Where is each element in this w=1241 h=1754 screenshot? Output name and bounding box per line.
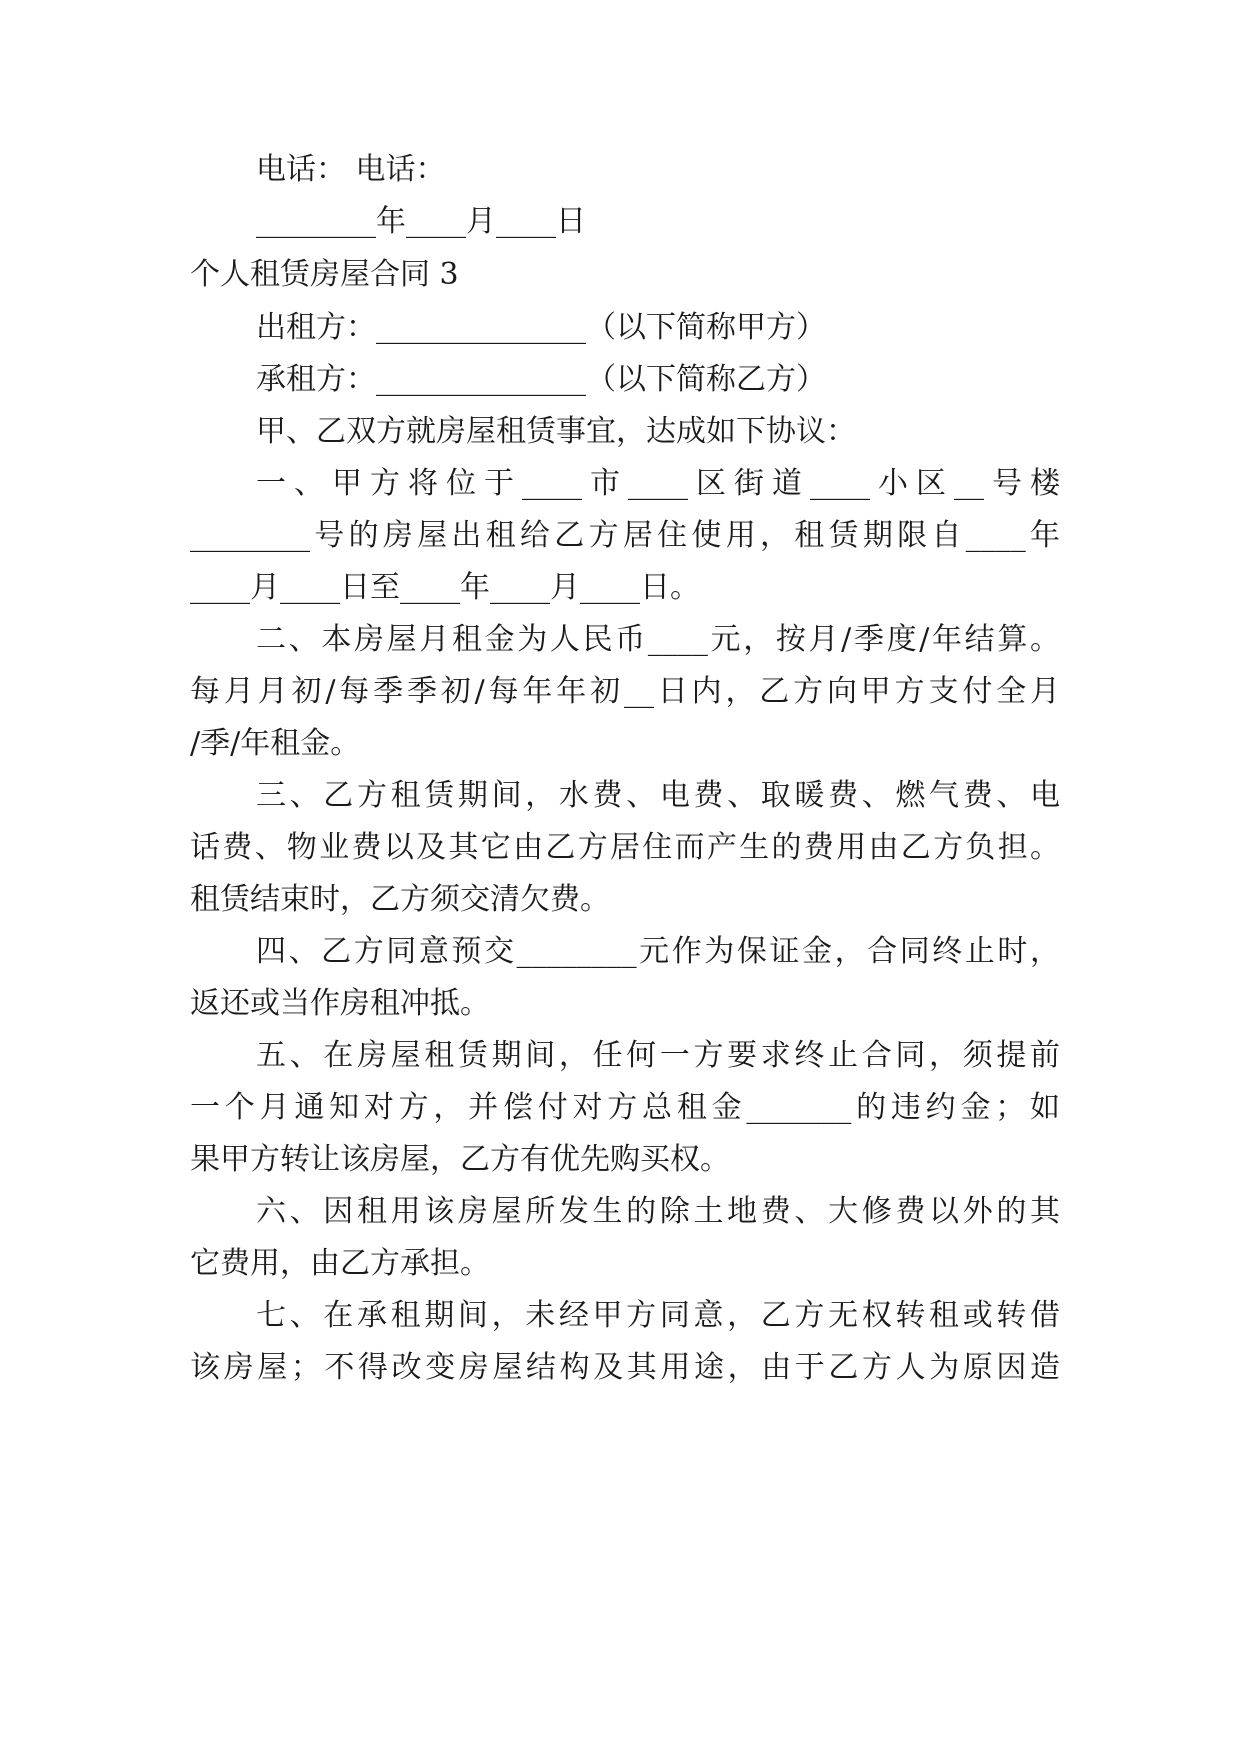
intro-line: 甲、乙双方就房屋租赁事宜，达成如下协议： [256,414,856,449]
clause-1-line-3: ____月____日至____年____月____日。 [190,570,700,605]
phone-line: 电话： 电话： [256,152,446,187]
clause-2-line-1: 二、本房屋月租金为人民币____元，按月/季度/年结算。 [256,622,1060,657]
clause-1-line-1: 一、甲方将位于____市____区街道____小区__号楼 [256,466,1060,501]
clause-7-line-1: 七、在承租期间，未经甲方同意，乙方无权转租或转借 [256,1298,1060,1333]
clause-4-line-1: 四、乙方同意预交________元作为保证金，合同终止时， [256,934,1060,969]
clause-5-line-3: 果甲方转让该房屋，乙方有优先购买权。 [190,1142,730,1177]
contract-title: 个人租赁房屋合同 3 [190,257,459,292]
clause-1-line-2: ________号的房屋出租给乙方居住使用，租赁期限自____年 [190,518,1060,553]
clause-5-line-2: 一个月通知对方，并偿付对方总租金_______的违约金；如 [190,1090,1060,1125]
clause-3-line-2: 话费、物业费以及其它由乙方居住而产生的费用由乙方负担。 [190,830,1060,865]
clause-5-line-1: 五、在房屋租赁期间，任何一方要求终止合同，须提前 [256,1038,1060,1073]
date-line: ________年____月____日 [256,204,586,239]
clause-2-line-3: /季/年租金。 [190,726,361,761]
lessee-line: 承租方：______________（以下简称乙方） [256,362,826,397]
lessor-line: 出租方：______________（以下简称甲方） [256,310,826,345]
clause-3-line-3: 租赁结束时，乙方须交清欠费。 [190,882,610,917]
clause-6-line-1: 六、因租用该房屋所发生的除土地费、大修费以外的其 [256,1194,1060,1229]
clause-6-line-2: 它费用，由乙方承担。 [190,1246,490,1281]
clause-2-line-2: 每月月初/每季季初/每年年初__日内，乙方向甲方支付全月 [190,674,1060,709]
clause-7-line-2: 该房屋；不得改变房屋结构及其用途，由于乙方人为原因造 [190,1350,1060,1385]
clause-3-line-1: 三、乙方租赁期间，水费、电费、取暖费、燃气费、电 [256,778,1060,813]
clause-4-line-2: 返还或当作房租冲抵。 [190,986,490,1021]
